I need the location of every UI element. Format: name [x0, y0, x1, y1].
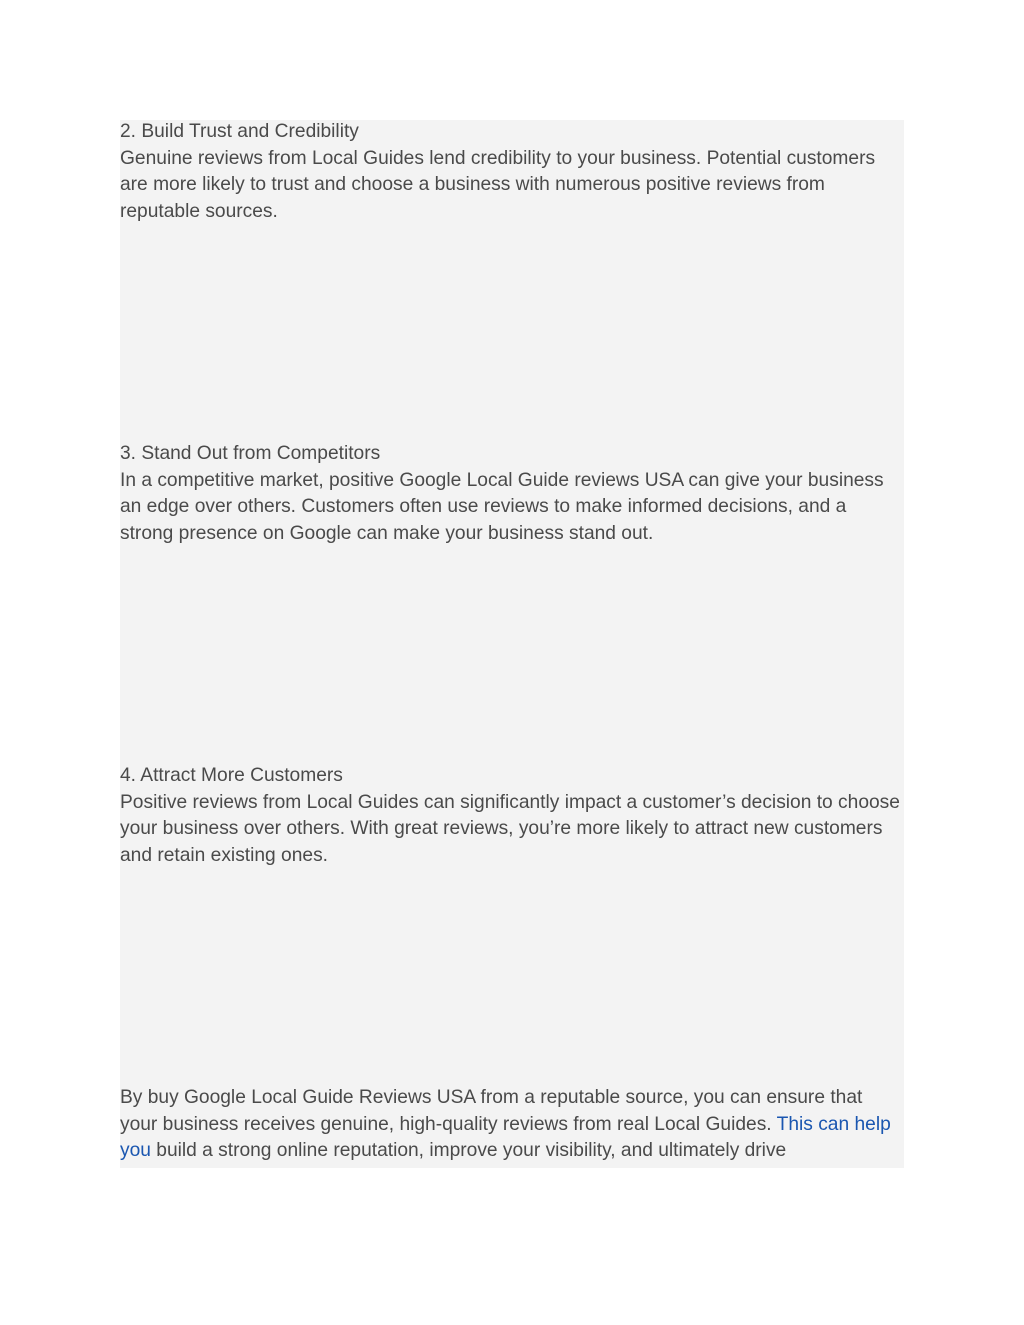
content-background — [120, 120, 904, 1168]
section-attract-customers — [120, 763, 904, 869]
help-link[interactable]: This can help you — [120, 1113, 891, 1161]
closing-text-after-link: build a strong online reputation, improve your visibility, and ultimately drive — [150, 1140, 787, 1161]
section-build-trust — [120, 119, 904, 225]
closing-text — [120, 1085, 904, 1165]
section-heading: 2. Build Trust and Credibility — [120, 121, 359, 142]
section-body: Positive reviews from Local Guides can significantly impact a customer’s decision to choose your business over others. With great reviews, you’re more likely to attract new customers and retain existing ones. — [120, 791, 900, 866]
closing-paragraph — [120, 1085, 904, 1165]
section-body: In a competitive market, positive Google Local Guide reviews USA can give your business an edge over others. Customers often use reviews to make informed decisions, and a strong presence on Google can make your business stand out. — [120, 469, 884, 544]
section-heading: 3. Stand Out from Competitors — [120, 443, 381, 464]
section-stand-out — [120, 441, 904, 547]
section-heading: 4. Attract More Customers — [120, 765, 343, 786]
closing-text-before-link: By buy Google Local Guide Reviews USA from a reputable source, you can ensure that your business receives genuine, high-quality reviews from real Local Guides. — [120, 1087, 863, 1135]
section-body: Genuine reviews from Local Guides lend credibility to your business. Potential customers are more likely to trust and choose a business with numerous positive reviews from reputable sources. — [120, 147, 876, 222]
